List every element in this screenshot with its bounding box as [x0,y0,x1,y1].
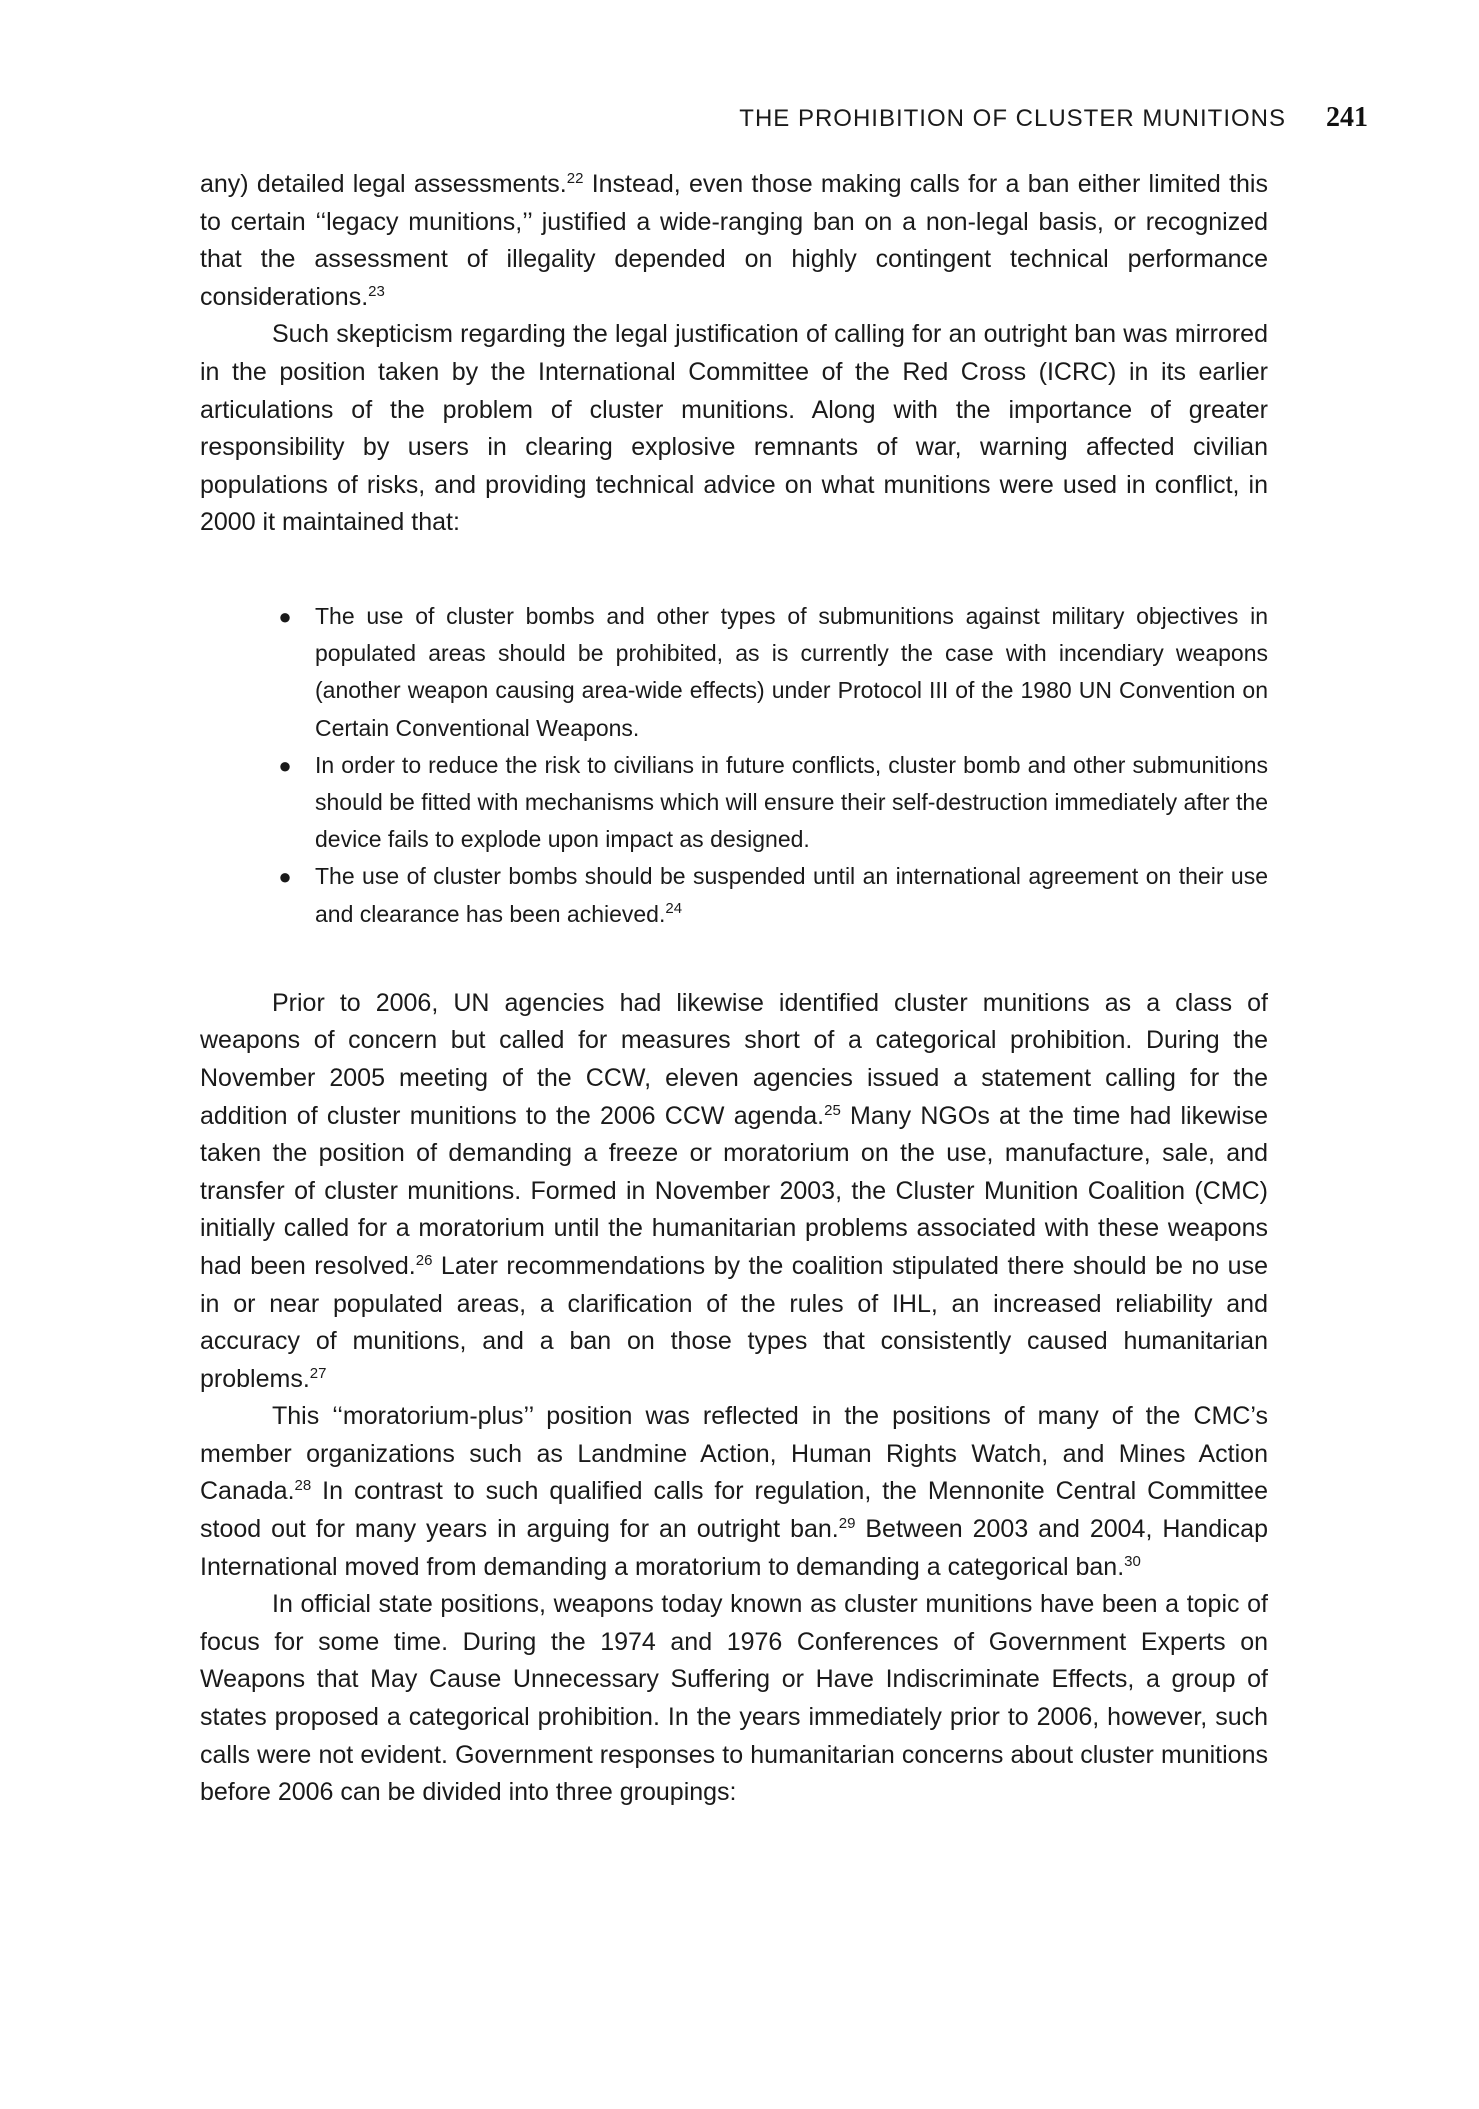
footnote-ref-24[interactable]: 24 [665,899,683,917]
paragraph-1-text-b: Instead, even those making calls for a ban either limited this to certain ‘‘legacy munitions,’’ justified a wide-ranging ban on a non-legal basis, or recognized that the assessment of illegality depended on highly contingent technical performance considerations. [200,170,1268,311]
footnote-ref-25[interactable]: 25 [824,1101,841,1119]
footnote-ref-22[interactable]: 22 [566,170,584,187]
paragraph-3-text-b: Many NGOs at the time had likewise taken the position of demanding a freeze or moratorium on the use, manufacture, sale, and transfer of cluster munitions. Formed in November 2003, the Cluster Munition Coalition (CMC) initially called for a moratorium until the humanitarian problems associated with these weapons had been resolved. [200,1101,1268,1280]
list-item [278,858,1268,932]
running-title: THE PROHIBITION OF CLUSTER MUNITIONS [739,105,1286,132]
bullet-icon: ● [278,864,292,890]
paragraph-4-text-a: This ‘‘moratorium-plus’’ position was reflected in the positions of many of the CMC’s member organizations such as Landmine Action, Human Rights Watch, and Mines Action Canada. [200,1402,1268,1506]
body-text [200,166,1268,1812]
paragraph-3-text-a: Prior to 2006, UN agencies had likewise identified cluster munitions as a class of weapons of concern but called for measures short of a categorical prohibition. During the November 2005 meeting of the CCW, eleven agencies issued a statement calling for the addition of cluster munitions to the 2006 CCW agenda. [200,988,1268,1130]
list-item-text: The use of cluster bombs and other types of submunitions against military objectives in populated areas should be prohibited, as is currently the case with incendiary weapons (another weapon causing area-wide effects) under Protocol III of the 1980 UN Convention on Certain Conventional Weapons. [315,602,1268,741]
bullet-icon: ● [278,752,292,778]
footnote-ref-29[interactable]: 29 [838,1515,856,1533]
paragraph-3 [200,985,1268,1399]
paragraph-1 [200,166,1268,316]
list-item-text: The use of cluster bombs should be suspended until an international agreement on their use and clearance has been achieved. [315,863,1268,927]
paragraph-3-text-c: Later recommendations by the coalition stipulated there should be no use in or near populated areas, a clarification of the rules of IHL, an increased reliability and accuracy of munitions, and a ban on those types that consistently caused humanitarian problems. [200,1251,1268,1393]
list-item-text: In order to reduce the risk to civilians in future conflicts, cluster bomb and other submunitions should be fitted with mechanisms which will ensure their self-destruction immediately after the device fails to explode upon impact as designed. [315,751,1268,853]
icrc-position-list [200,598,1268,933]
footnote-ref-27[interactable]: 27 [309,1364,327,1382]
footnote-ref-23[interactable]: 23 [368,282,385,300]
paragraph-4-text-c: Between 2003 and 2004, Handicap International moved from demanding a moratorium to demanding a categorical ban. [200,1515,1268,1581]
paragraph-4 [200,1398,1268,1586]
footnote-ref-28[interactable]: 28 [294,1477,312,1495]
list-item [278,747,1268,859]
paragraph-2: Such skepticism regarding the legal justification of calling for an outright ban was mirrored in the position taken by the International Committee of the Red Cross (ICRC) in its earlier articulations of the problem of cluster munitions. Along with the importance of greater responsibility by users in clearing explosive remnants of war, warning affected civilian populations of risks, and providing technical advice on what munitions were used in conflict, in 2000 it maintained that: [200,320,1268,537]
footnote-ref-26[interactable]: 26 [415,1251,433,1269]
list-item [278,598,1268,747]
bullet-icon: ● [278,603,292,629]
paragraph-5: In official state positions, weapons today known as cluster munitions have been a topic of focus for some time. During the 1974 and 1976 Conferences of Government Experts on Weapons that May Cause Unnecessary Suffering or Have Indiscriminate Effects, a group of states proposed a categorical prohibition. In the years immediately prior to 2006, however, such calls were not evident. Government responses to humanitarian concerns about cluster munitions before 2006 can be divided into three groupings: [200,1590,1268,1807]
running-head [200,102,1368,142]
paragraph-1-text-a: any) detailed legal assessments. [200,170,567,198]
paragraph-4-text-b: In contrast to such qualified calls for regulation, the Mennonite Central Committee stood out for many years in arguing for an outright ban. [200,1477,1268,1544]
page-number: 241 [1326,102,1368,133]
footnote-ref-30[interactable]: 30 [1124,1552,1141,1570]
